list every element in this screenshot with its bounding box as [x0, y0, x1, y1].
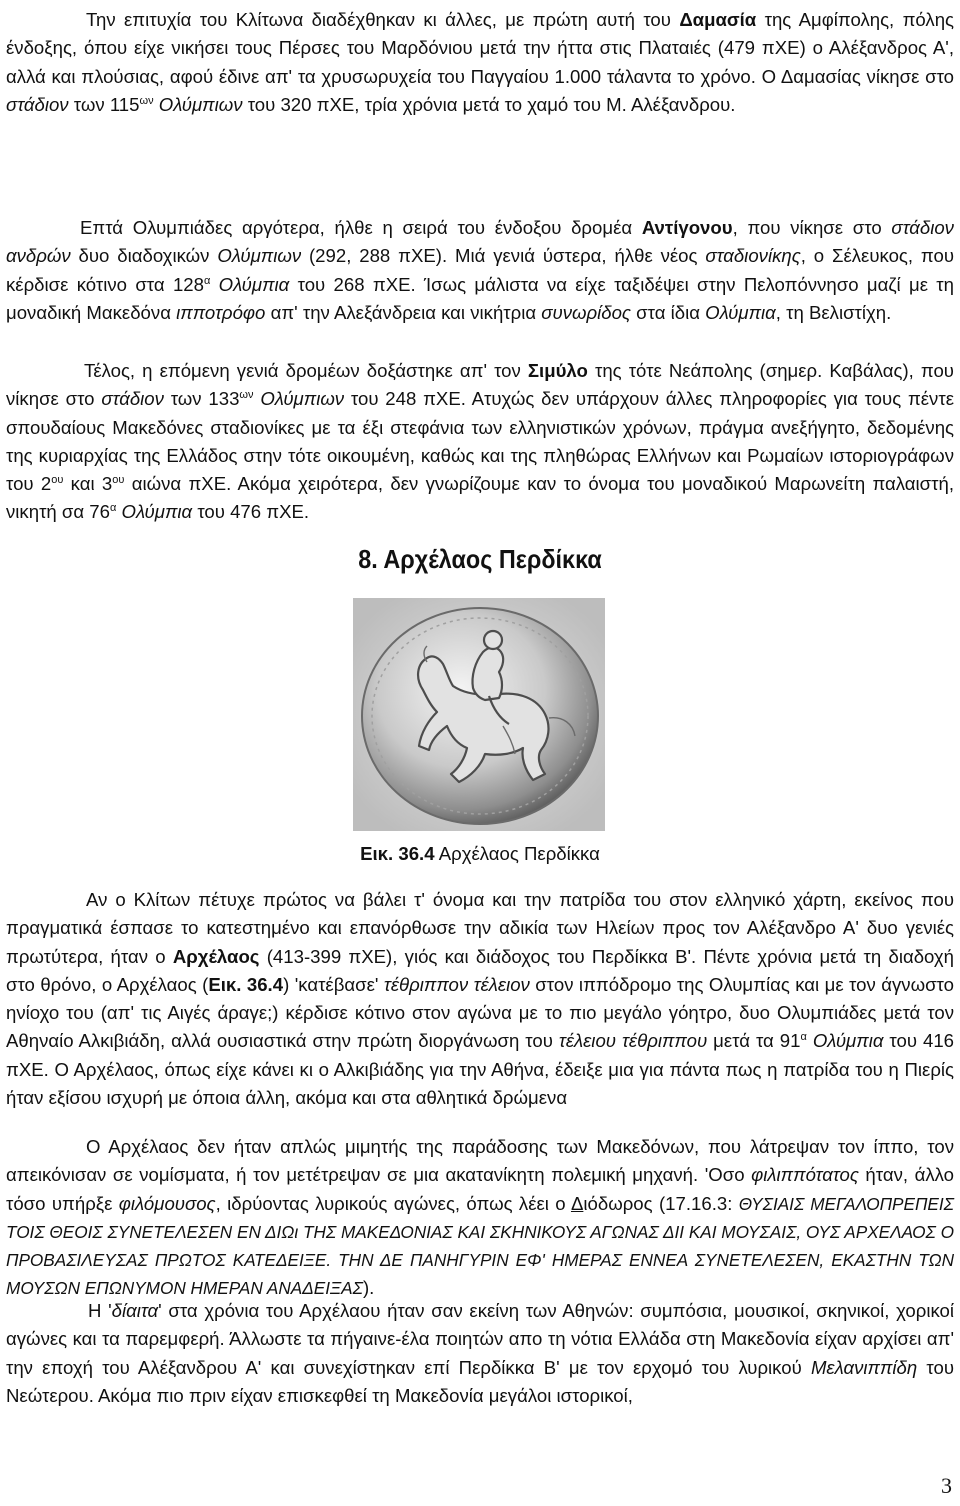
text: του 320 πΧΕ, τρία χρόνια μετά το χαμό του Μ. Αλέξανδρου.	[242, 93, 736, 115]
paragraph-antigonos	[6, 214, 954, 327]
text: της Αμφίπολης, πόλης ένδοξης, όπου είχε νικήσει τους Πέρσες του Μαρδόνιου μετά την ήττα στις Πλαταιές (479 πΧΕ) ο Αλέξανδρος Α', αλλά και πλούσιας, αφού έδινε απ' τα χρυσωρυχεία του Παγγαίου 1.000 τάλαντα το χρόνο. Ο Δαμασίας νίκησε στο	[6, 9, 954, 87]
text: του 476 πΧΕ.	[192, 501, 310, 523]
coin-image	[353, 598, 605, 831]
term: στάδιον ανδρών	[6, 217, 954, 267]
text: στον ιππόδρομο της Ολυμπίας και με τον άγνωστο ηνίοχο του (απ' τις Αιγές άραγε;) κέρδισε κότινο στον αγώνα με το πιο μεγάλο γόητρο, δυο Ολυμπιάδες μετά τον Αθηναίο Αλκιβιάδη, αλλά ουσιαστικά στην πρώτη διοργάνωση του	[6, 973, 954, 1052]
term: Ολύμπια	[218, 273, 290, 295]
text: ' στα χρόνια του Αρχέλαου ήταν σαν εκείνη των Αθηνών: συμπόσια, μουσικοί, σκηνικοί, χορικοί αγώνες και τα παρεμφερή. Άλλωστε τα πήγαινε-έλα ποιητών απο τη νότια Ελλάδα στη Μακεδονία είχαν αρχίσει απ' την εποχή του Αλέξανδρου Α' και συνεχίστηκαν επί Περδίκκα Β' με τον ερχομό του λυρικού	[6, 1300, 954, 1378]
text: δυο διαδοχικών	[70, 245, 218, 267]
text: ) 'κατέβασε'	[283, 973, 384, 995]
name-archelaos: Αρχέλαος	[172, 945, 260, 967]
term: σταδιονίκης	[705, 245, 801, 267]
superscript: ου	[51, 474, 64, 487]
superscript: α	[110, 502, 117, 515]
term: συνωρίδος	[541, 301, 631, 323]
text: του 268 πΧΕ. Ίσως μάλιστα να είχε ταξιδέψει στην Πελοπόννησο μαζί με τη μοναδική Μακεδόνα	[6, 273, 954, 323]
term: στάδιον	[101, 388, 164, 410]
term: φιλιππότατος	[751, 1164, 859, 1186]
term: Ολύμπιων	[158, 93, 243, 115]
name-damasias: Δαμασία	[679, 9, 757, 30]
text: ήταν, άλλο τόσο υπήρξε	[6, 1164, 954, 1214]
term: τέθριππον τέλειον	[383, 973, 530, 995]
term: Ολύμπια	[812, 1030, 884, 1052]
text: αιώνα πΧΕ. Ακόμα χειρότερα, δεν γνωρίζουμε καν το όνομα του μοναδικού Μαρωνείτη παλαιστή, νικητή σα 76	[6, 473, 954, 523]
name-simylos: Σιμύλο	[527, 360, 588, 381]
superscript: α	[203, 274, 211, 287]
superscript: ων	[139, 94, 154, 107]
paragraph-archelaos	[6, 886, 954, 1112]
term: φιλόμουσος	[118, 1192, 216, 1214]
superscript: α	[800, 1031, 807, 1044]
section-heading: 8. Αρχέλαος Περδίκκα	[358, 544, 602, 574]
text: Τέλος, η επόμενη γενιά δρομέων δοξάστηκε απ' τον	[84, 360, 528, 381]
figure-reference: Εικ. 36.4	[208, 973, 284, 995]
paragraph-damasias	[6, 6, 954, 119]
text: Αν ο Κλίτων πέτυχε πρώτος να βάλει τ' όνομα και την πατρίδα του στον ελληνικό χάρτη, εκείνος που πραγματικά έσπασε το κατεστημένο και επανόρθωσε την αδικία των Ηλείων προς τον Αλέξανδρο Α' δυο γενιές πρωτύτερα, ήταν ο	[6, 889, 954, 967]
term: Ολύμπια	[705, 301, 776, 323]
text	[210, 274, 218, 295]
text: των 115	[68, 93, 140, 115]
page-number: 3	[941, 1473, 952, 1498]
text: Η '	[88, 1300, 112, 1321]
text: , ο Σέλευκος, που κέρδισε κότινο στα 128	[6, 245, 954, 295]
text: των 133	[163, 388, 240, 410]
text: ).	[362, 1277, 375, 1299]
text: του Νεώτερου. Ακόμα πιο πριν είχαν επισκεφθεί τη Μακεδονία μεγάλοι ιστορικοί,	[6, 1356, 954, 1406]
figure-caption	[0, 840, 960, 868]
greek-quotation: ΘΥΣΙΑΙΣ ΜΕΓΑΛΟΠΡΕΠΕΙΣ ΤΟΙΣ ΘΕΟΙΣ ΣΥΝΕΤΕΛΕΣΕΝ ΕΝ ΔΙΩι ΤΗΣ ΜΑΚΕΔΟΝΙΑΣ ΚΑΙ ΣΚΗΝΙΚΟΥΣ ΑΓΩΝΑΣ ΔΙΙ ΚΑΙ ΜΟΥΣΑΙΣ, ΟΥΣ ΑΡΧΕΛΑΟΣ Ο ΠΡΟΒΑΣΙΛΕΥΣΑΣ ΠΡΩΤΟΣ ΚΑΤΕΔΕΙΞΕ. ΤΗΝ ΔΕ ΠΑΝΗΓΥΡΙΝ ΕΦ' ΗΜΕΡΑΣ ΕΝΝΕΑ ΣΥΝΕΤΕΛΕΣΕΝ, ΕΚΑΣΤΗΝ ΤΩΝ ΜΟΥΣΩΝ ΕΠΩΝΥΜΟΝ ΗΜΕΡΑΝ ΑΝΑΔΕΙΞΑΣ	[6, 1193, 954, 1299]
text: της τότε Νεάπολης (σημερ. Καβάλας), που νίκησε στο	[6, 360, 954, 410]
text: (292, 288 πΧΕ). Μιά γενιά ύστερα, ήλθε νέος	[301, 245, 706, 267]
text: μετά τα 91	[707, 1030, 801, 1052]
term: στάδιον	[6, 93, 69, 115]
text: , που νίκησε στο	[732, 217, 892, 238]
name-antigonos: Αντίγονου	[641, 217, 733, 238]
paragraph-diaita	[6, 1297, 954, 1410]
text: απ' την Αλεξάνδρεια και νικήτρια	[265, 301, 542, 323]
text: Την επιτυχία του Κλίτωνα διαδέχθηκαν κι άλλες, με πρώτη αυτή του	[86, 9, 680, 30]
text: του 416 πΧΕ. Ο Αρχέλαος, όπως είχε κάνει κι ο Αλκιβιάδης για την Αθήνα, έδειξε μια για πάντα πως η πατρίδα του η Πιερίς ήταν εξίσου ισχυρή με όποια άλλη, ακόμα και στα αθλητικά δρώμενα	[6, 1030, 955, 1109]
text: και 3	[63, 473, 113, 495]
term: Ολύμπια	[121, 501, 193, 523]
text: του 248 πΧΕ. Ατυχώς δεν υπάρχουν άλλες πληροφορίες για τους πέντε σπουδαίους Μακεδόνες σταδιονίκες με τα έξι στεφάνια των ελληνιστικών χρόνων, πράγμα ανεξήγητο, δεδομένης της κυριαρχίας της Ελλάδος στην τότε οικουμένη, καθώς και της πληθώρας Ελλήνων και Ρωμαίων ιστοριογράφων του 2	[6, 388, 954, 495]
text: , τη Βελιστίχη.	[775, 301, 892, 323]
figure-label: Εικ. 36.4	[360, 843, 435, 864]
underlined-letter: Δ	[570, 1192, 584, 1214]
text: ιόδωρος (17.16.3:	[583, 1192, 739, 1214]
term: τέλειου τέθριππου	[558, 1030, 708, 1052]
text: , ιδρύοντας λυρικούς αγώνες, όπως λέει ο	[215, 1192, 571, 1214]
paragraph-archelaos-music	[6, 1133, 954, 1303]
term: Μελανιππίδη	[810, 1356, 918, 1378]
paragraph-simylos	[6, 357, 954, 527]
term: ιπποτρόφο	[176, 301, 266, 323]
superscript: ων	[239, 389, 254, 402]
term: δίαιτα	[111, 1300, 159, 1321]
superscript: ου	[112, 474, 125, 487]
text: Επτά Ολυμπιάδες αργότερα, ήλθε η σειρά του ένδοξου δρομέα	[80, 217, 642, 238]
term: Ολύμπιων	[217, 245, 302, 267]
text: (413-399 πΧΕ), γιός και διάδοχος του Περδίκκα Β'. Πέντε χρόνια μετά τη διαδοχή στο θρόνο, ο Αρχέλαος (	[6, 945, 955, 995]
term: Ολύμπιων	[260, 388, 345, 410]
text: στα ίδια	[630, 301, 706, 323]
figure-title: Αρχέλαος Περδίκκα	[434, 843, 600, 864]
text: Ο Αρχέλαος δεν ήταν απλώς μιμητής της παράδοσης των Μακεδόνων, που λάτρεψαν τον ίππο, τον απεικόνισαν σε νομίσματα, ή τον μετέτρεψαν σε μια ακατανίκητη πολεμική μηχανή. 'Οσο	[6, 1136, 954, 1186]
